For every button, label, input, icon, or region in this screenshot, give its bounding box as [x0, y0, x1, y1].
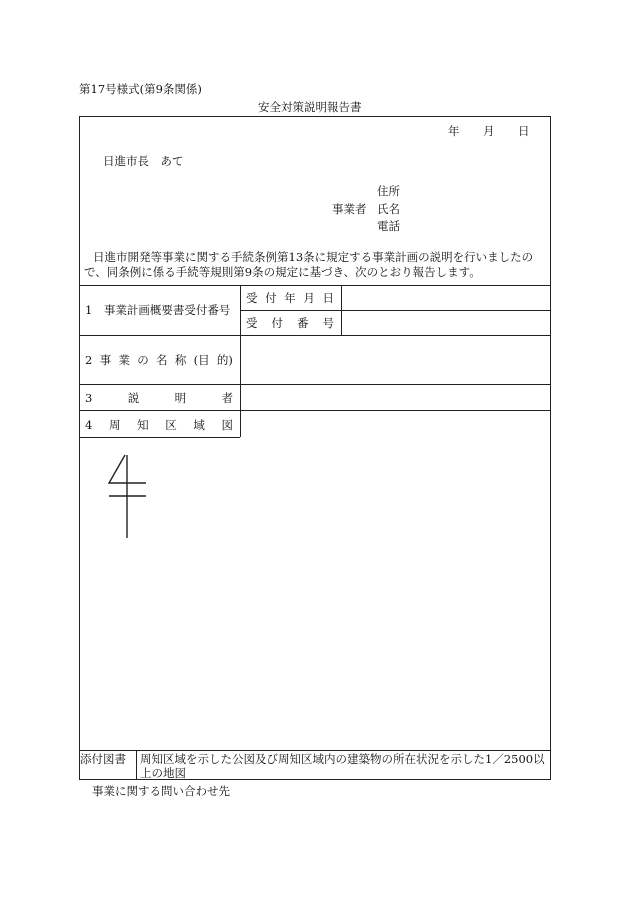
table-top-line [79, 285, 551, 286]
contact-label: 事業に関する問い合わせ先 [92, 784, 230, 798]
explainer-label: 3 説 明 者 [85, 391, 233, 405]
receipt-date-label: 受 付 年 月 日 [246, 291, 334, 305]
north-arrow-icon [100, 450, 160, 545]
attachment-top-line [79, 750, 551, 751]
document-title: 安全対策説明報告書 [258, 100, 362, 114]
report-form-frame [79, 116, 551, 780]
row4-top-line [79, 410, 551, 411]
project-name-label: 2 事 業 の 名 称 (目 的) [85, 353, 233, 367]
row3-top-line [79, 384, 551, 385]
subfield-column-divider [341, 285, 342, 335]
body-text-line-1: 日進市開発等事業に関する手続条例第13条に規定する事業計画の説明を行いましたの [93, 250, 534, 264]
attachment-column-divider [136, 750, 137, 780]
row1-label: 1 事業計画概要書受付番号 [85, 303, 231, 317]
date-year-label: 年 [448, 124, 460, 138]
attachment-label: 添付図書 [80, 752, 126, 766]
operator-name-label: 氏名 [377, 202, 400, 216]
operator-phone-label: 電話 [377, 219, 400, 233]
date-month-label: 月 [483, 124, 495, 138]
attachment-text-line-1: 周知区域を示した公図及び周知区域内の建築物の所在状況を示した1／2500以 [140, 752, 545, 766]
attachment-text-line-2: 上の地図 [140, 766, 186, 780]
form-number: 第17号様式(第9条関係) [79, 82, 202, 96]
row2-top-line [79, 335, 551, 336]
body-text-line-2: で、同条例に係る手続等規則第9条の規定に基づき、次のとおり報告します。 [84, 265, 481, 279]
receipt-number-label: 受 付 番 号 [246, 316, 334, 330]
addressee: 日進市長 あて [103, 154, 184, 168]
date-day-label: 日 [518, 124, 530, 138]
operator-label: 事業者 [332, 202, 367, 216]
row4-label-bottom-line [79, 437, 240, 438]
operator-address-label: 住所 [377, 184, 400, 198]
notice-area-map-label: 4 周 知 区 域 図 [85, 418, 233, 432]
label-column-divider [240, 285, 241, 437]
row1-divider-line [240, 310, 551, 311]
